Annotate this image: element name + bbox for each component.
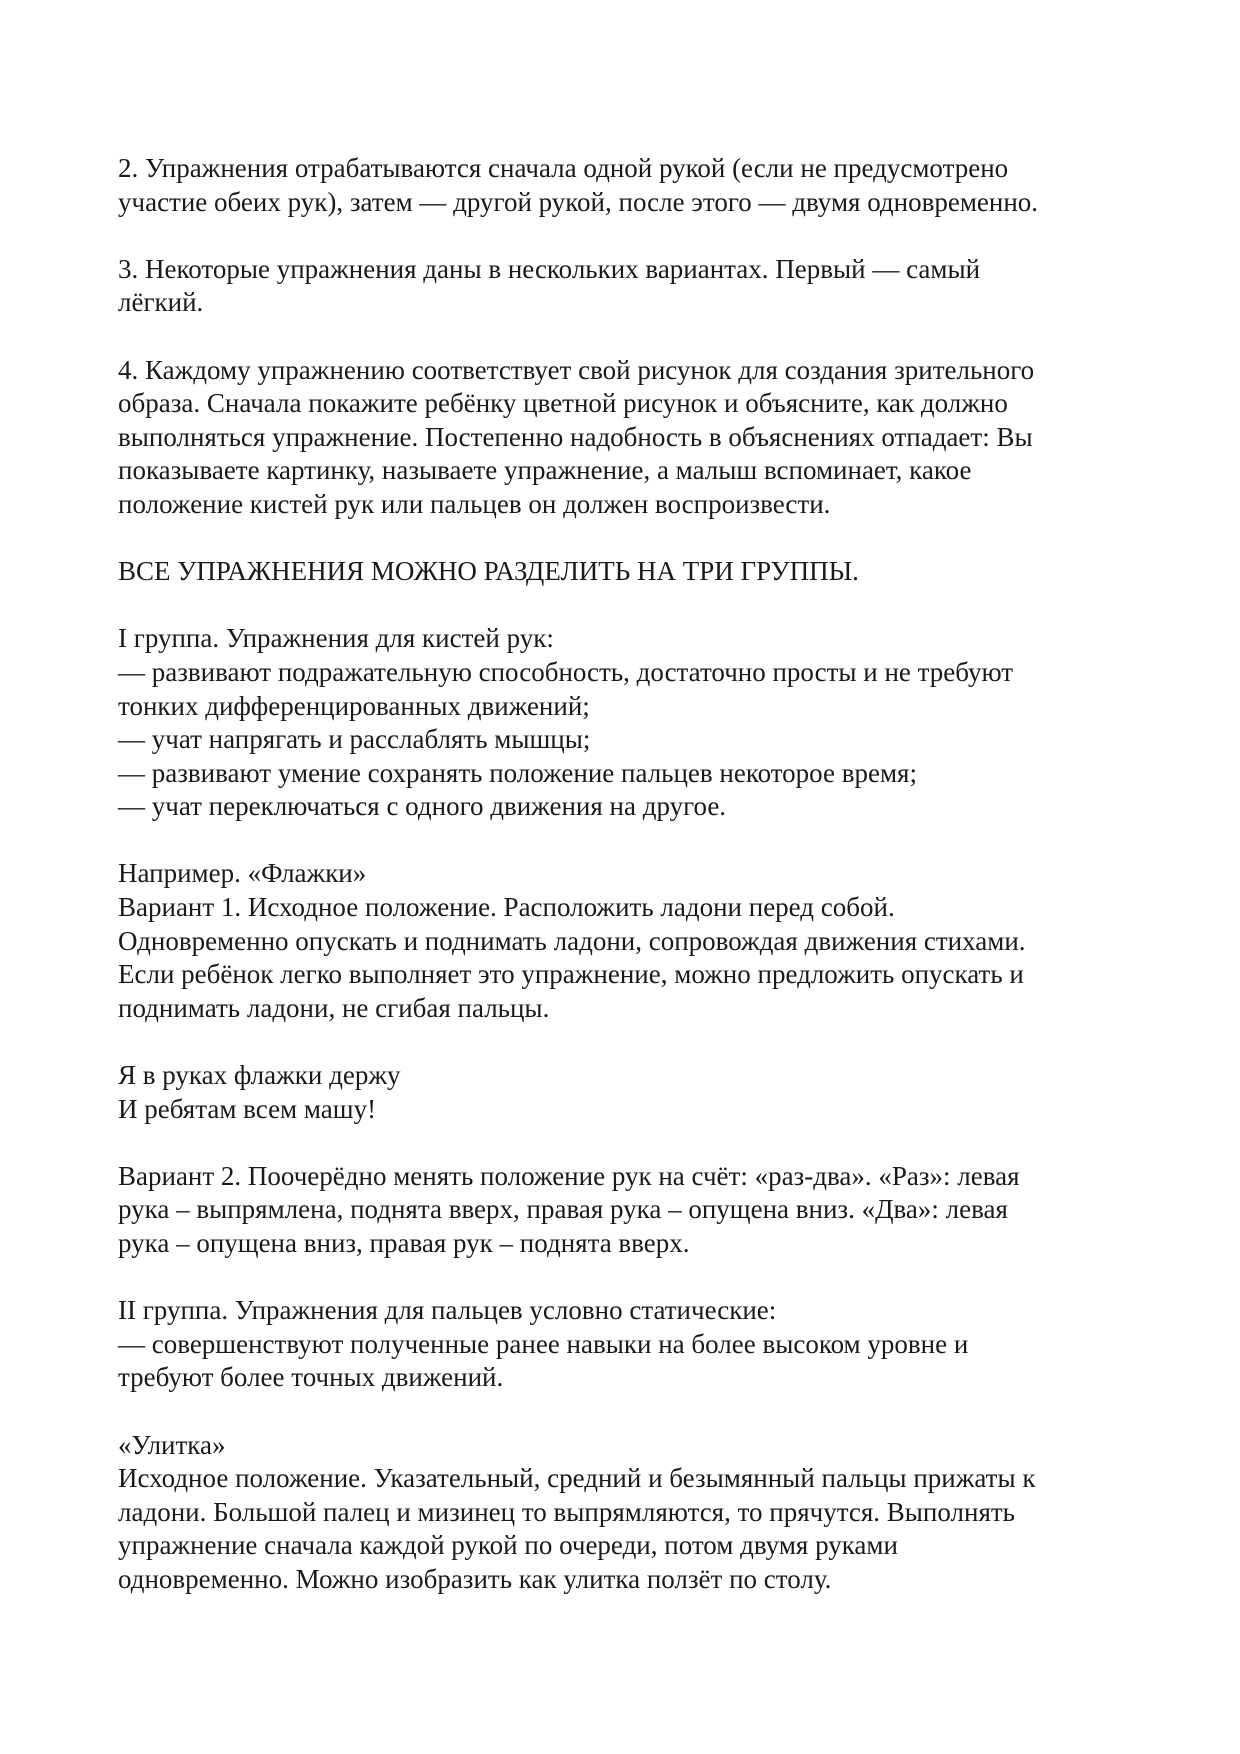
text-line: Например. «Флажки» <box>118 858 367 889</box>
text-line: «Улитка» <box>118 1429 226 1460</box>
text-line: выполняться упражнение. Постепенно надобность в объяснениях отпадает: Вы <box>118 421 1033 452</box>
text-line: 3. Некоторые упражнения даны в нескольких вариантах. Первый — самый <box>118 253 981 284</box>
paragraph <box>118 622 1128 824</box>
text-line: Если ребёнок легко выполняет это упражнение, можно предложить опускать и <box>118 959 1024 990</box>
text-line: рука – опущена вниз, правая рук – поднята вверх. <box>118 1228 690 1258</box>
text-line: Я в руках флажки держу <box>118 1060 401 1091</box>
text-line: тонких дифференцированных движений; <box>118 690 590 721</box>
text-line: Исходное положение. Указательный, средний и безымянный пальцы прижаты к <box>118 1463 1036 1494</box>
text-line: лёгкий. <box>118 287 204 318</box>
text-line: поднимать ладони, не сгибая пальцы. <box>118 992 550 1023</box>
text-line: образа. Сначала покажите ребёнку цветной рисунок и объясните, как должно <box>118 388 1008 419</box>
paragraph <box>118 152 1128 219</box>
document-body <box>118 152 1128 1630</box>
text-line: участие обеих рук), затем — другой рукой, после этого — двумя одновременно. <box>118 186 1039 217</box>
text-line: I группа. Упражнения для кистей рук: <box>118 623 554 654</box>
text-line: требуют более точных движений. <box>118 1362 504 1393</box>
text-line: II группа. Упражнения для пальцев условно статические: <box>118 1295 777 1326</box>
paragraph <box>118 1160 1128 1261</box>
paragraph <box>118 1059 1128 1126</box>
text-line: Вариант 1. Исходное положение. Расположить ладони перед собой. <box>118 892 895 923</box>
paragraph <box>118 857 1128 1025</box>
text-line: — учат переключаться с одного движения на другое. <box>118 791 727 822</box>
text-line: — совершенствуют полученные ранее навыки на более высоком уровне и <box>118 1328 969 1359</box>
text-line: упражнение сначала каждой рукой по очереди, потом двумя руками <box>118 1530 898 1561</box>
paragraph <box>118 354 1128 522</box>
text-line: одновременно. Можно изобразить как улитка ползёт по столу. <box>118 1563 832 1594</box>
text-line: 4. Каждому упражнению соответствует свой рисунок для создания зрительного <box>118 354 1035 385</box>
text-line: Одновременно опускать и поднимать ладони, сопровождая движения стихами. <box>118 925 1026 956</box>
text-line: И ребятам всем машу! <box>118 1093 377 1124</box>
paragraph <box>118 253 1128 320</box>
paragraph <box>118 1294 1128 1395</box>
text-line: ладони. Большой палец и мизинец то выпрямляются, то прячутся. Выполнять <box>118 1496 1015 1527</box>
paragraph <box>118 555 1128 589</box>
text-line: показываете картинку, называете упражнение, а малыш вспоминает, какое <box>118 455 972 486</box>
paragraph <box>118 1429 1128 1597</box>
text-line: — учат напрягать и расслаблять мышцы; <box>118 724 591 755</box>
text-line: — развивают подражательную способность, достаточно просты и не требуют <box>118 656 1014 687</box>
text-line: Вариант 2. Поочерёдно менять положение рук на счёт: «раз-два». «Раз»: левая <box>118 1160 1020 1191</box>
text-line: 2. Упражнения отрабатываются сначала одной рукой (если не предусмотрено <box>118 153 1009 183</box>
text-line: положение кистей рук или пальцев он должен воспроизвести. <box>118 488 831 519</box>
text-line: — развивают умение сохранять положение пальцев некоторое время; <box>118 757 917 788</box>
text-line: ВСЕ УПРАЖНЕНИЯ МОЖНО РАЗДЕЛИТЬ НА ТРИ ГРУППЫ. <box>118 556 859 587</box>
text-line: рука – выпрямлена, поднята вверх, правая рука – опущена вниз. «Два»: левая <box>118 1194 1008 1225</box>
